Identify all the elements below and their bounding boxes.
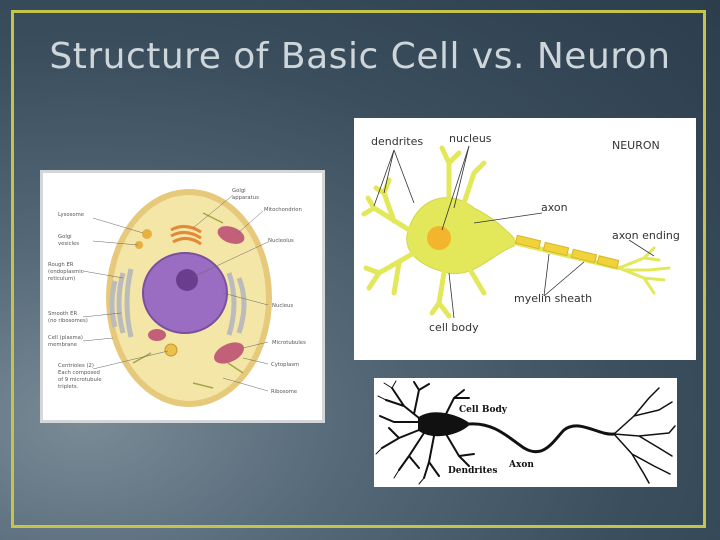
axon-ending-shape xyxy=(619,248,669,293)
label-golgi-vesicles-2: vesicles xyxy=(58,241,80,247)
label-centrioles-1: Centrioles (2) xyxy=(58,363,94,369)
label-nucleolus: Nucleolus xyxy=(268,238,294,244)
nucleolus-shape xyxy=(176,269,198,291)
neuron-label-myelin-sheath: myelin sheath xyxy=(514,292,593,305)
label-cytoplasm: Cytoplasm xyxy=(271,362,300,368)
neuron-nucleus-shape xyxy=(427,226,451,250)
label-smooth-er-1: Smooth ER xyxy=(48,311,78,317)
slide-title: Structure of Basic Cell vs. Neuron xyxy=(49,36,671,77)
bw-neuron-illustration xyxy=(374,378,677,487)
neuron-label-nucleus: nucleus xyxy=(449,132,492,145)
neuron-label-axon: axon xyxy=(541,201,568,214)
neuron-label-cell-body: cell body xyxy=(429,321,479,334)
bw-label-dendrites: Dendrites xyxy=(448,466,498,476)
neuron-diagram xyxy=(354,118,696,360)
nucleus-shape xyxy=(143,253,227,333)
neuron-illustration xyxy=(354,118,696,360)
label-golgi-apparatus-2: apparatus xyxy=(232,195,259,201)
neuron-title: NEURON xyxy=(612,139,660,152)
label-centrioles-4: triplets. xyxy=(58,384,79,390)
label-centrioles-3: of 9 microtubule xyxy=(58,377,102,383)
label-rough-er-2: (endoplasmic xyxy=(48,269,84,275)
label-cell-membrane-2: membrane xyxy=(48,342,77,348)
myelin-sheath-shape xyxy=(515,235,618,268)
label-golgi-vesicles-1: Golgi xyxy=(58,234,72,240)
bw-label-axon: Axon xyxy=(509,460,534,470)
label-nucleus: Nucleus xyxy=(272,303,294,309)
neuron-label-dendrites: dendrites xyxy=(371,135,424,148)
lysosome-shape xyxy=(142,229,152,239)
bw-neuron-diagram xyxy=(374,378,677,487)
cell-illustration xyxy=(43,173,322,420)
label-mitochondrion: Mitochondrion xyxy=(264,207,302,213)
centriole-shape xyxy=(165,344,177,356)
label-smooth-er-2: (no ribosomes) xyxy=(48,318,88,324)
label-microtubules: Microtubules xyxy=(272,340,306,346)
label-rough-er-3: reticulum) xyxy=(48,276,76,282)
label-ribosome: Ribosome xyxy=(271,389,298,395)
label-centrioles-2: Each composed xyxy=(58,370,100,376)
label-golgi-apparatus-1: Golgi xyxy=(232,188,246,194)
label-cell-membrane-1: Cell (plasma) xyxy=(48,335,83,341)
cell-diagram xyxy=(40,170,325,423)
label-lysosome: Lysosome xyxy=(58,212,85,218)
neuron-label-axon-ending: axon ending xyxy=(612,229,680,242)
bw-label-cell-body: Cell Body xyxy=(459,405,507,415)
mitochondrion-shape-3 xyxy=(148,329,166,341)
label-rough-er-1: Rough ER xyxy=(48,262,74,268)
